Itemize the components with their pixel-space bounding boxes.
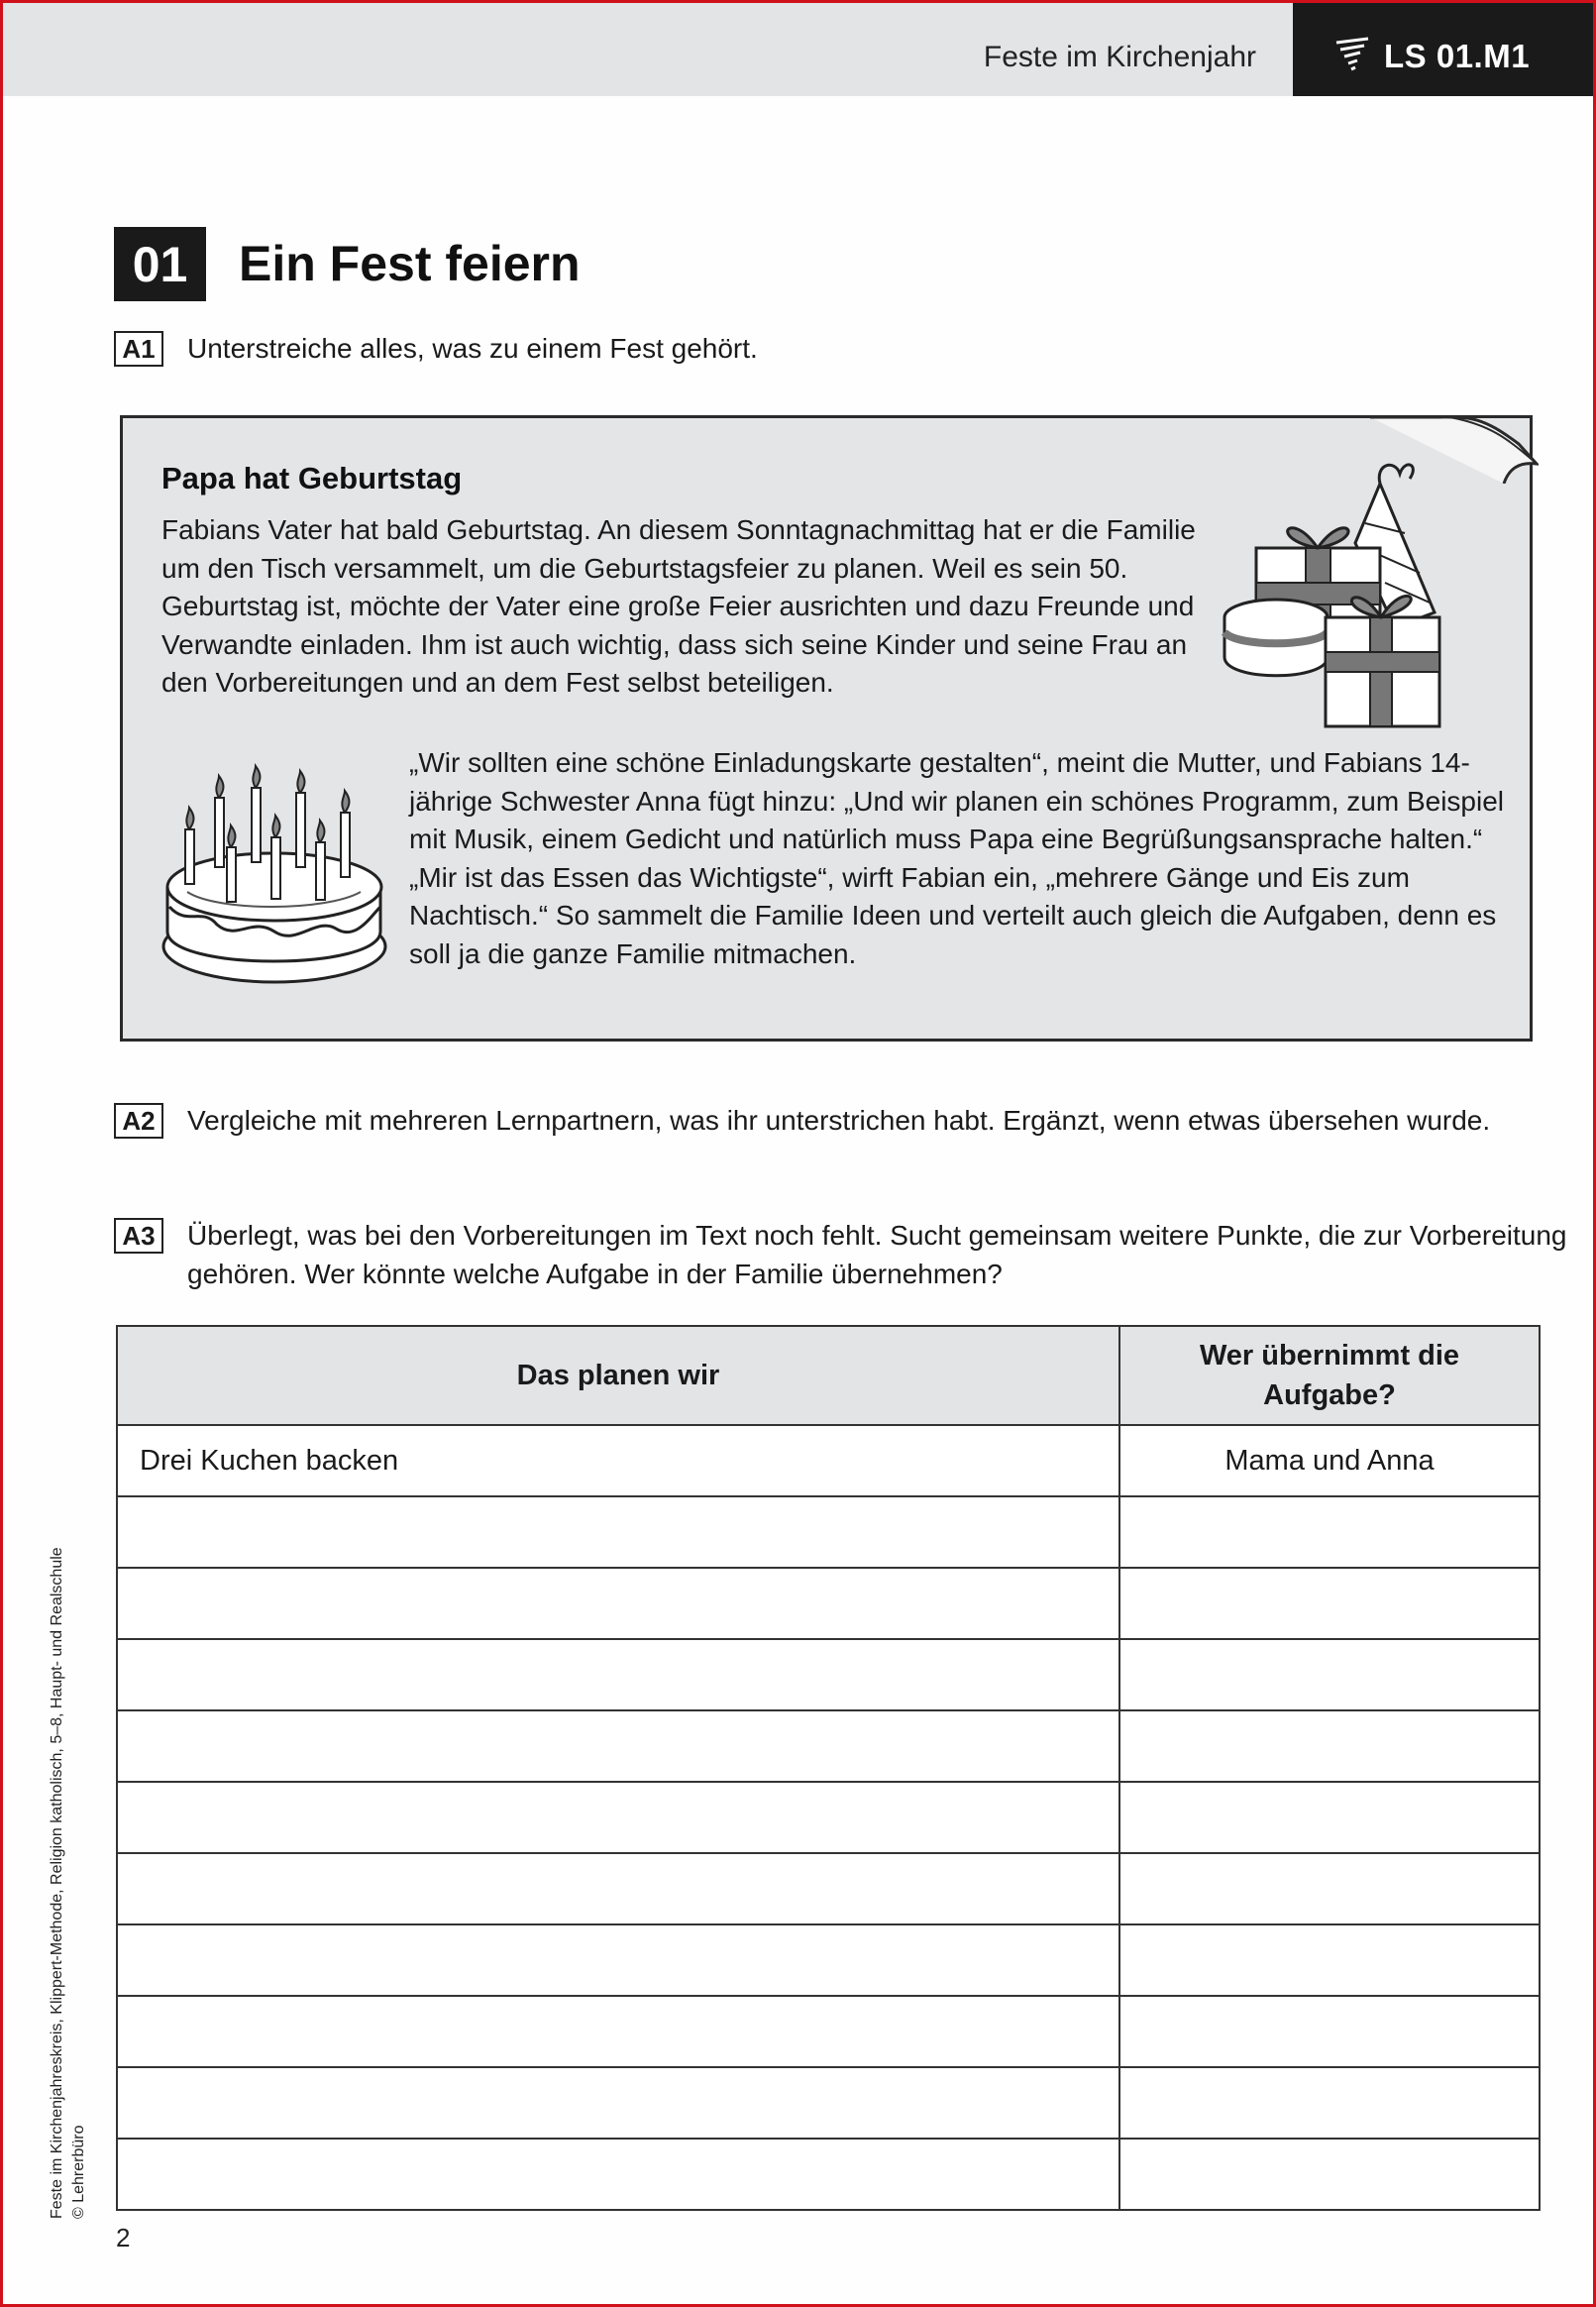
gift-boxes-illustration — [1207, 454, 1469, 736]
birthday-cake-illustration — [158, 758, 391, 992]
table-cell-who[interactable] — [1119, 1853, 1540, 1924]
section-number: 01 — [114, 227, 206, 301]
table-row — [117, 1710, 1540, 1782]
table-row — [117, 1639, 1540, 1710]
table-cell-who[interactable] — [1119, 2139, 1540, 2210]
credit-line: © Lehrerbüro — [70, 2125, 87, 2219]
table-cell-task[interactable] — [117, 1568, 1119, 1639]
table-cell-who[interactable] — [1119, 1710, 1540, 1782]
table-cell-task[interactable] — [117, 1996, 1119, 2067]
task-a3 — [114, 1218, 1574, 1293]
table-cell-task[interactable] — [117, 1782, 1119, 1853]
header-title: Feste im Kirchenjahr — [983, 41, 1256, 73]
table-cell-task[interactable] — [117, 2139, 1119, 2210]
task-a2 — [114, 1103, 1574, 1140]
tornado-icon — [1334, 37, 1370, 72]
table-cell-task[interactable] — [117, 1639, 1119, 1710]
table-row — [117, 1996, 1540, 2067]
column-header-who: Wer übernimmt die Aufgabe? — [1119, 1326, 1540, 1425]
table-cell-task[interactable] — [117, 1496, 1119, 1568]
table-row — [117, 2139, 1540, 2210]
task-label: A2 — [114, 1103, 163, 1139]
task-a1 — [114, 331, 1574, 368]
table-cell-who[interactable]: Mama und Anna — [1119, 1425, 1540, 1496]
table-row — [117, 1425, 1540, 1496]
copyright-credit — [47, 1446, 90, 2219]
page-number: 2 — [116, 2223, 131, 2252]
story-paragraph: „Wir sollten eine schöne Einladungskarte gestalten“, meint die Mutter, und Fabians 14-jährige Schwester Anna fügt hinzu: „Und wir planen ein schönes Programm, zum Beispiel mit Musik, einem Gedicht und natürlich muss Papa eine Begrüßungsansprache halten.“ „Mir ist das Essen das Wichtigste“, wirft Fabian ein, „mehrere Gänge und Eis zum Nachtisch.“ So sammelt die Familie Ideen und verteilt auch gleich die Aufgaben, denn es soll ja die ganze Familie mitmachen. — [409, 747, 1505, 969]
task-label: A3 — [114, 1218, 163, 1254]
story-paragraph: Fabians Vater hat bald Geburtstag. An diesem Sonntagnachmittag hat er die Familie um den Tisch versammelt, um die Geburtstagsfeier zu planen. Weil es sein 50. Geburtstag ist, möchte der Vater eine große Feier ausrichten und dazu Freunde und Verwandte einladen. Ihm ist auch wichtig, dass sich seine Kinder und seine Frau an den Vorbereitungen und an dem Fest selbst beteiligen. — [161, 514, 1196, 698]
material-code-box — [1293, 3, 1593, 96]
table-cell-who[interactable] — [1119, 1782, 1540, 1853]
table-cell-who[interactable] — [1119, 1924, 1540, 1996]
table-row — [117, 1782, 1540, 1853]
table-row — [117, 1853, 1540, 1924]
column-header-plan: Das planen wir — [117, 1326, 1119, 1425]
task-text: Überlegt, was bei den Vorbereitungen im Text noch fehlt. Sucht gemeinsam weitere Punkte, die zur Vorbereitung gehören. Wer könnte welche Aufgabe in der Familie übernehmen? — [187, 1220, 1567, 1289]
task-label: A1 — [114, 331, 163, 367]
story-title: Papa hat Geburtstag — [161, 461, 463, 495]
table-row — [117, 1496, 1540, 1568]
table-cell-task[interactable]: Drei Kuchen backen — [117, 1425, 1119, 1496]
table-header-row — [117, 1326, 1540, 1425]
table-cell-task[interactable] — [117, 1853, 1119, 1924]
planning-table — [116, 1325, 1541, 2211]
page-title: Ein Fest feiern — [239, 236, 581, 291]
table-cell-who[interactable] — [1119, 2067, 1540, 2139]
table-row — [117, 2067, 1540, 2139]
material-code: LS 01.M1 — [1384, 38, 1531, 74]
table-row — [117, 1568, 1540, 1639]
table-cell-who[interactable] — [1119, 1639, 1540, 1710]
table-cell-who[interactable] — [1119, 1496, 1540, 1568]
table-cell-task[interactable] — [117, 2067, 1119, 2139]
task-text: Unterstreiche alles, was zu einem Fest gehört. — [187, 333, 758, 364]
task-text: Vergleiche mit mehreren Lernpartnern, was ihr unterstrichen habt. Ergänzt, wenn etwas übersehen wurde. — [187, 1105, 1491, 1136]
table-row — [117, 1924, 1540, 1996]
table-cell-task[interactable] — [117, 1924, 1119, 1996]
table-cell-who[interactable] — [1119, 1568, 1540, 1639]
table-cell-task[interactable] — [117, 1710, 1119, 1782]
table-cell-who[interactable] — [1119, 1996, 1540, 2067]
credit-line: Feste im Kirchenjahreskreis, Klippert-Methode, Religion katholisch, 5–8, Haupt- und Realschule — [49, 1547, 65, 2219]
